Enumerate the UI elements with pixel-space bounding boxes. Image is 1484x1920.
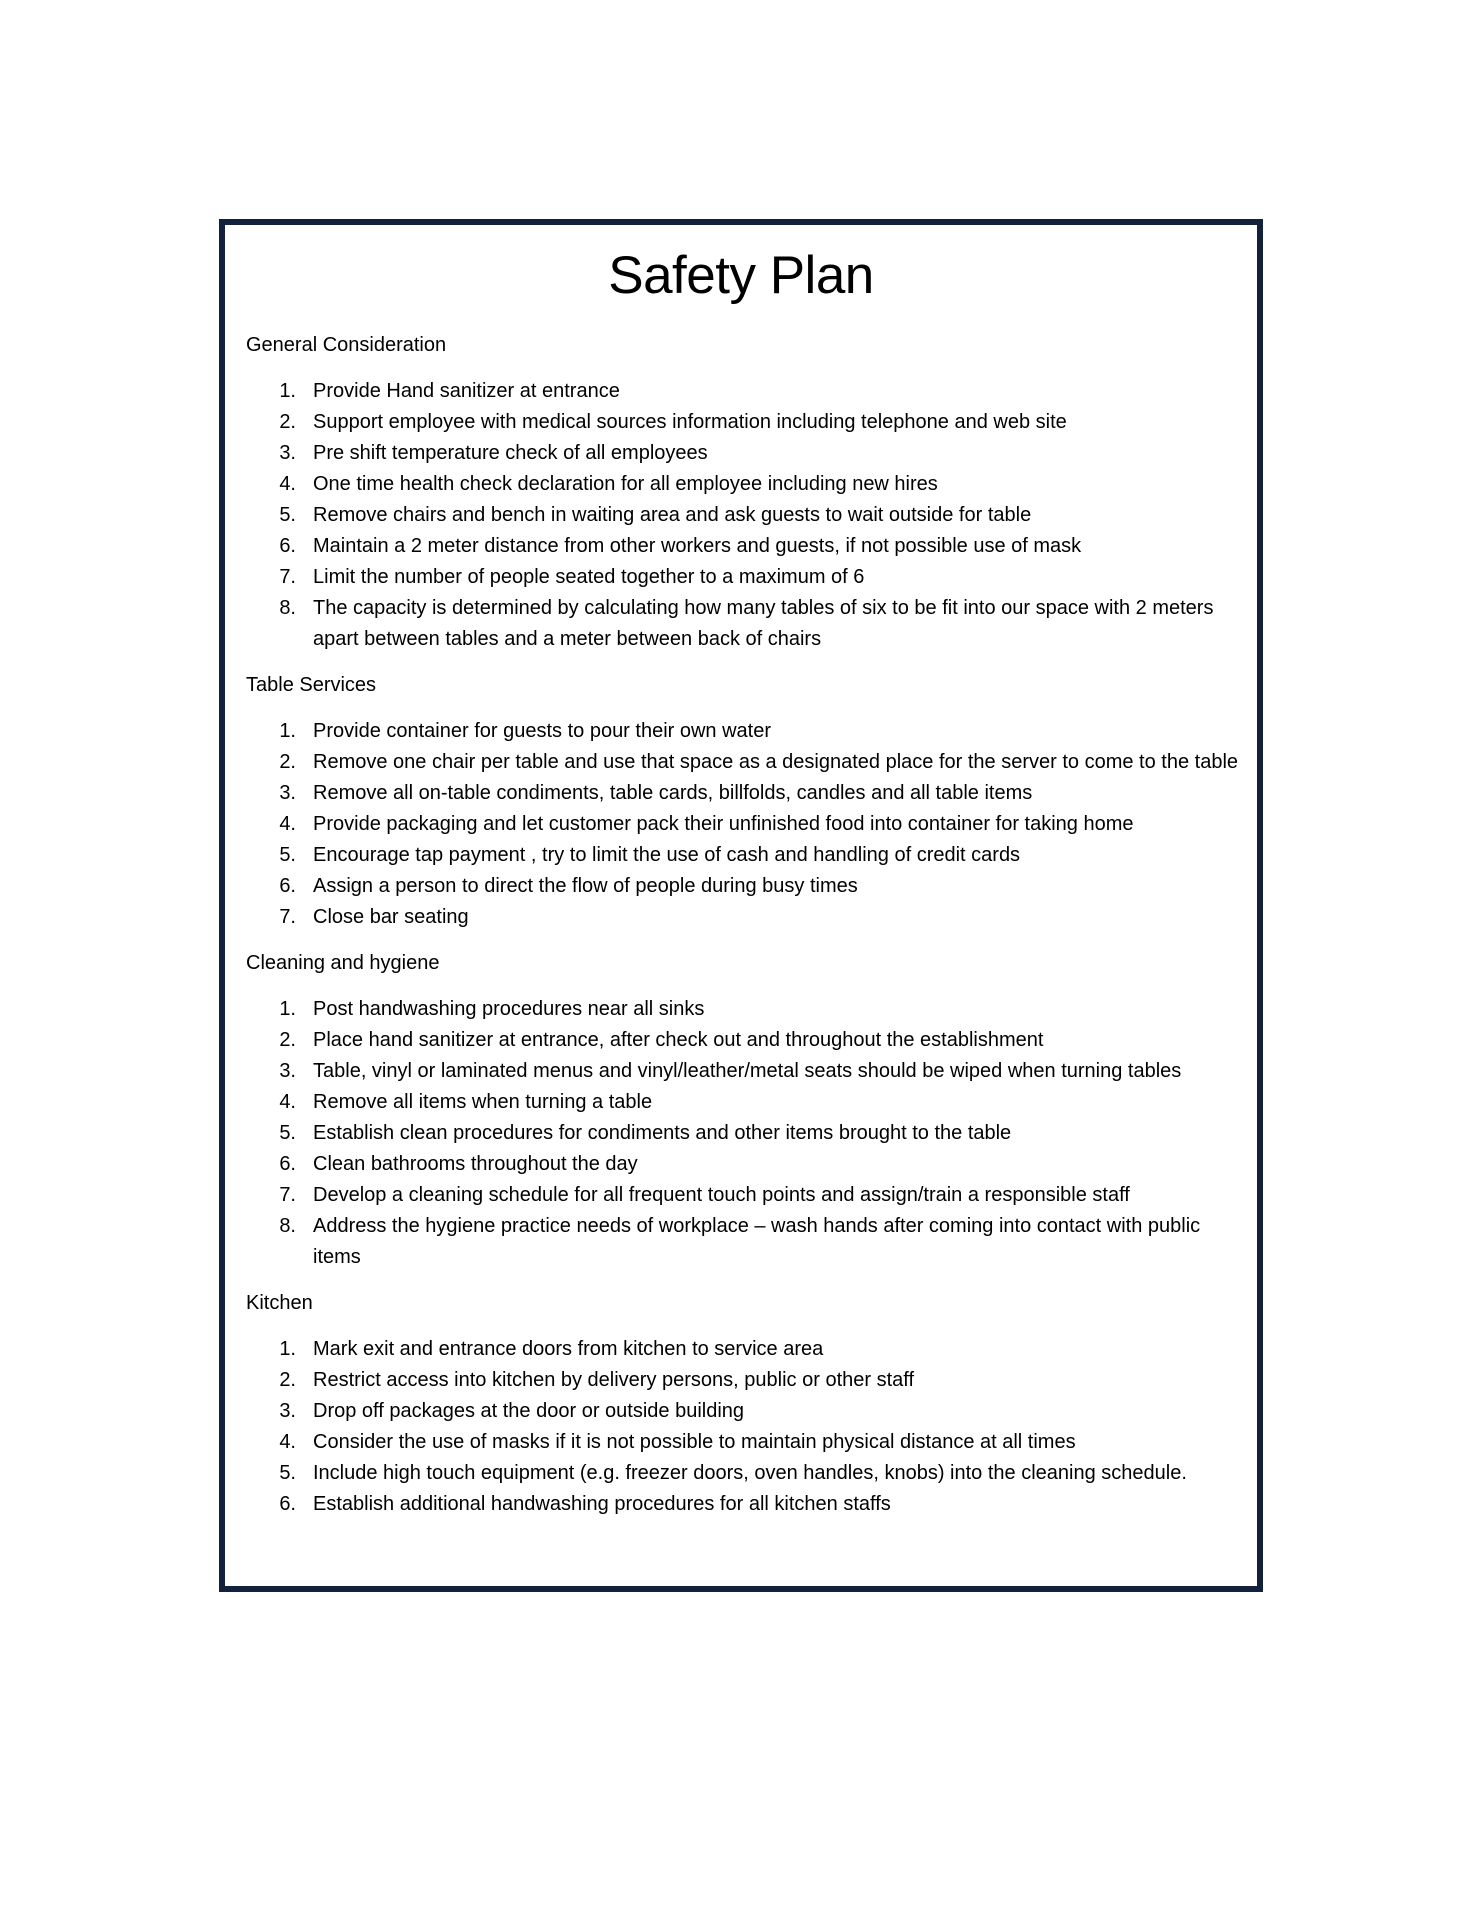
list-item bbox=[246, 716, 1239, 747]
section-list bbox=[246, 994, 1239, 1273]
list-item bbox=[246, 1180, 1239, 1211]
list-item-text: Assign a person to direct the flow of people during busy times bbox=[313, 875, 858, 897]
list-item-text: Restrict access into kitchen by delivery persons, public or other staff bbox=[313, 1369, 915, 1391]
list-item-number: 4. bbox=[279, 473, 296, 495]
list-item-text: Remove all on-table condiments, table cards, billfolds, candles and all table items bbox=[313, 782, 1033, 804]
section-list bbox=[246, 1334, 1239, 1520]
document-body bbox=[246, 330, 1239, 1535]
list-item-number: 5. bbox=[279, 844, 296, 866]
list-item-number: 4. bbox=[279, 1431, 296, 1453]
list-item-number: 6. bbox=[279, 1493, 296, 1515]
list-item-text: Develop a cleaning schedule for all frequent touch points and assign/train a responsible staff bbox=[313, 1184, 1130, 1206]
list-item-text: Address the hygiene practice needs of workplace – wash hands after coming into contact with public items bbox=[313, 1215, 1201, 1268]
list-item-number: 1. bbox=[279, 998, 296, 1020]
list-item bbox=[246, 871, 1239, 902]
list-item-number: 4. bbox=[279, 813, 296, 835]
list-item-text: Drop off packages at the door or outside building bbox=[313, 1400, 745, 1422]
list-item-number: 8. bbox=[279, 597, 296, 619]
list-item-text: The capacity is determined by calculating how many tables of six to be fit into our space with 2 meters apart between tables and a meter between back of chairs bbox=[313, 597, 1214, 650]
list-item bbox=[246, 562, 1239, 593]
list-item-text: Mark exit and entrance doors from kitchen to service area bbox=[313, 1338, 824, 1360]
list-item-text: Include high touch equipment (e.g. freezer doors, oven handles, knobs) into the cleaning schedule. bbox=[313, 1462, 1187, 1484]
list-item bbox=[246, 1118, 1239, 1149]
list-item-number: 7. bbox=[279, 1184, 296, 1206]
list-item bbox=[246, 376, 1239, 407]
list-item-text: Table, vinyl or laminated menus and vinyl/leather/metal seats should be wiped when turning tables bbox=[313, 1060, 1182, 1082]
list-item bbox=[246, 1056, 1239, 1087]
list-item bbox=[246, 1334, 1239, 1365]
list-item bbox=[246, 593, 1239, 655]
list-item-number: 4. bbox=[279, 1091, 296, 1113]
list-item-text: Remove chairs and bench in waiting area and ask guests to wait outside for table bbox=[313, 504, 1032, 526]
section-list bbox=[246, 376, 1239, 655]
document-frame bbox=[219, 219, 1263, 1592]
list-item bbox=[246, 469, 1239, 500]
list-item bbox=[246, 747, 1239, 778]
list-item bbox=[246, 1087, 1239, 1118]
list-item-number: 5. bbox=[279, 1462, 296, 1484]
list-item-number: 8. bbox=[279, 1215, 296, 1237]
list-item-text: Post handwashing procedures near all sinks bbox=[313, 998, 705, 1020]
list-item bbox=[246, 1025, 1239, 1056]
list-item bbox=[246, 1149, 1239, 1180]
list-item-text: Encourage tap payment , try to limit the use of cash and handling of credit cards bbox=[313, 844, 1021, 866]
section-heading: Kitchen bbox=[246, 1292, 313, 1314]
list-item bbox=[246, 1427, 1239, 1458]
list-item-number: 5. bbox=[279, 504, 296, 526]
list-item-text: One time health check declaration for all employee including new hires bbox=[313, 473, 938, 495]
list-item bbox=[246, 531, 1239, 562]
list-item-text: Provide container for guests to pour their own water bbox=[313, 720, 772, 742]
section-heading: Cleaning and hygiene bbox=[246, 952, 440, 974]
list-item-text: Clean bathrooms throughout the day bbox=[313, 1153, 638, 1175]
list-item-number: 2. bbox=[279, 1029, 296, 1051]
list-item-number: 6. bbox=[279, 875, 296, 897]
list-item-text: Remove all items when turning a table bbox=[313, 1091, 653, 1113]
list-item-number: 1. bbox=[279, 380, 296, 402]
list-item-text: Consider the use of masks if it is not possible to maintain physical distance at all times bbox=[313, 1431, 1076, 1453]
list-item bbox=[246, 778, 1239, 809]
list-item-number: 3. bbox=[279, 442, 296, 464]
list-item-number: 2. bbox=[279, 751, 296, 773]
list-item bbox=[246, 1458, 1239, 1489]
list-item bbox=[246, 1489, 1239, 1520]
list-item-number: 6. bbox=[279, 1153, 296, 1175]
page-title: Safety Plan bbox=[608, 246, 874, 305]
list-item-text: Close bar seating bbox=[313, 906, 469, 928]
list-item-number: 7. bbox=[279, 906, 296, 928]
list-item bbox=[246, 407, 1239, 438]
list-item bbox=[246, 438, 1239, 469]
list-item bbox=[246, 994, 1239, 1025]
list-item-text: Limit the number of people seated together to a maximum of 6 bbox=[313, 566, 865, 588]
list-item-text: Establish additional handwashing procedures for all kitchen staffs bbox=[313, 1493, 891, 1515]
list-item-number: 5. bbox=[279, 1122, 296, 1144]
list-item bbox=[246, 902, 1239, 933]
list-item bbox=[246, 500, 1239, 531]
list-item-text: Support employee with medical sources information including telephone and web site bbox=[313, 411, 1067, 433]
list-item-number: 6. bbox=[279, 535, 296, 557]
list-item-number: 2. bbox=[279, 411, 296, 433]
list-item-text: Establish clean procedures for condiments and other items brought to the table bbox=[313, 1122, 1012, 1144]
section-heading: Table Services bbox=[246, 674, 377, 696]
list-item bbox=[246, 1365, 1239, 1396]
list-item-number: 2. bbox=[279, 1369, 296, 1391]
list-item-text: Pre shift temperature check of all employees bbox=[313, 442, 708, 464]
list-item-text: Remove one chair per table and use that space as a designated place for the server to come to the table bbox=[313, 751, 1239, 773]
list-item-text: Provide Hand sanitizer at entrance bbox=[313, 380, 620, 402]
list-item-number: 3. bbox=[279, 1060, 296, 1082]
list-item-number: 1. bbox=[279, 720, 296, 742]
list-item bbox=[246, 809, 1239, 840]
list-item bbox=[246, 1211, 1239, 1273]
list-item-number: 7. bbox=[279, 566, 296, 588]
list-item-number: 1. bbox=[279, 1338, 296, 1360]
list-item-number: 3. bbox=[279, 782, 296, 804]
list-item-text: Provide packaging and let customer pack their unfinished food into container for taking home bbox=[313, 813, 1134, 835]
list-item-number: 3. bbox=[279, 1400, 296, 1422]
list-item-text: Maintain a 2 meter distance from other workers and guests, if not possible use of mask bbox=[313, 535, 1082, 557]
section-list bbox=[246, 716, 1239, 933]
list-item bbox=[246, 1396, 1239, 1427]
section-heading: General Consideration bbox=[246, 334, 447, 356]
list-item-text: Place hand sanitizer at entrance, after check out and throughout the establishment bbox=[313, 1029, 1044, 1051]
list-item bbox=[246, 840, 1239, 871]
